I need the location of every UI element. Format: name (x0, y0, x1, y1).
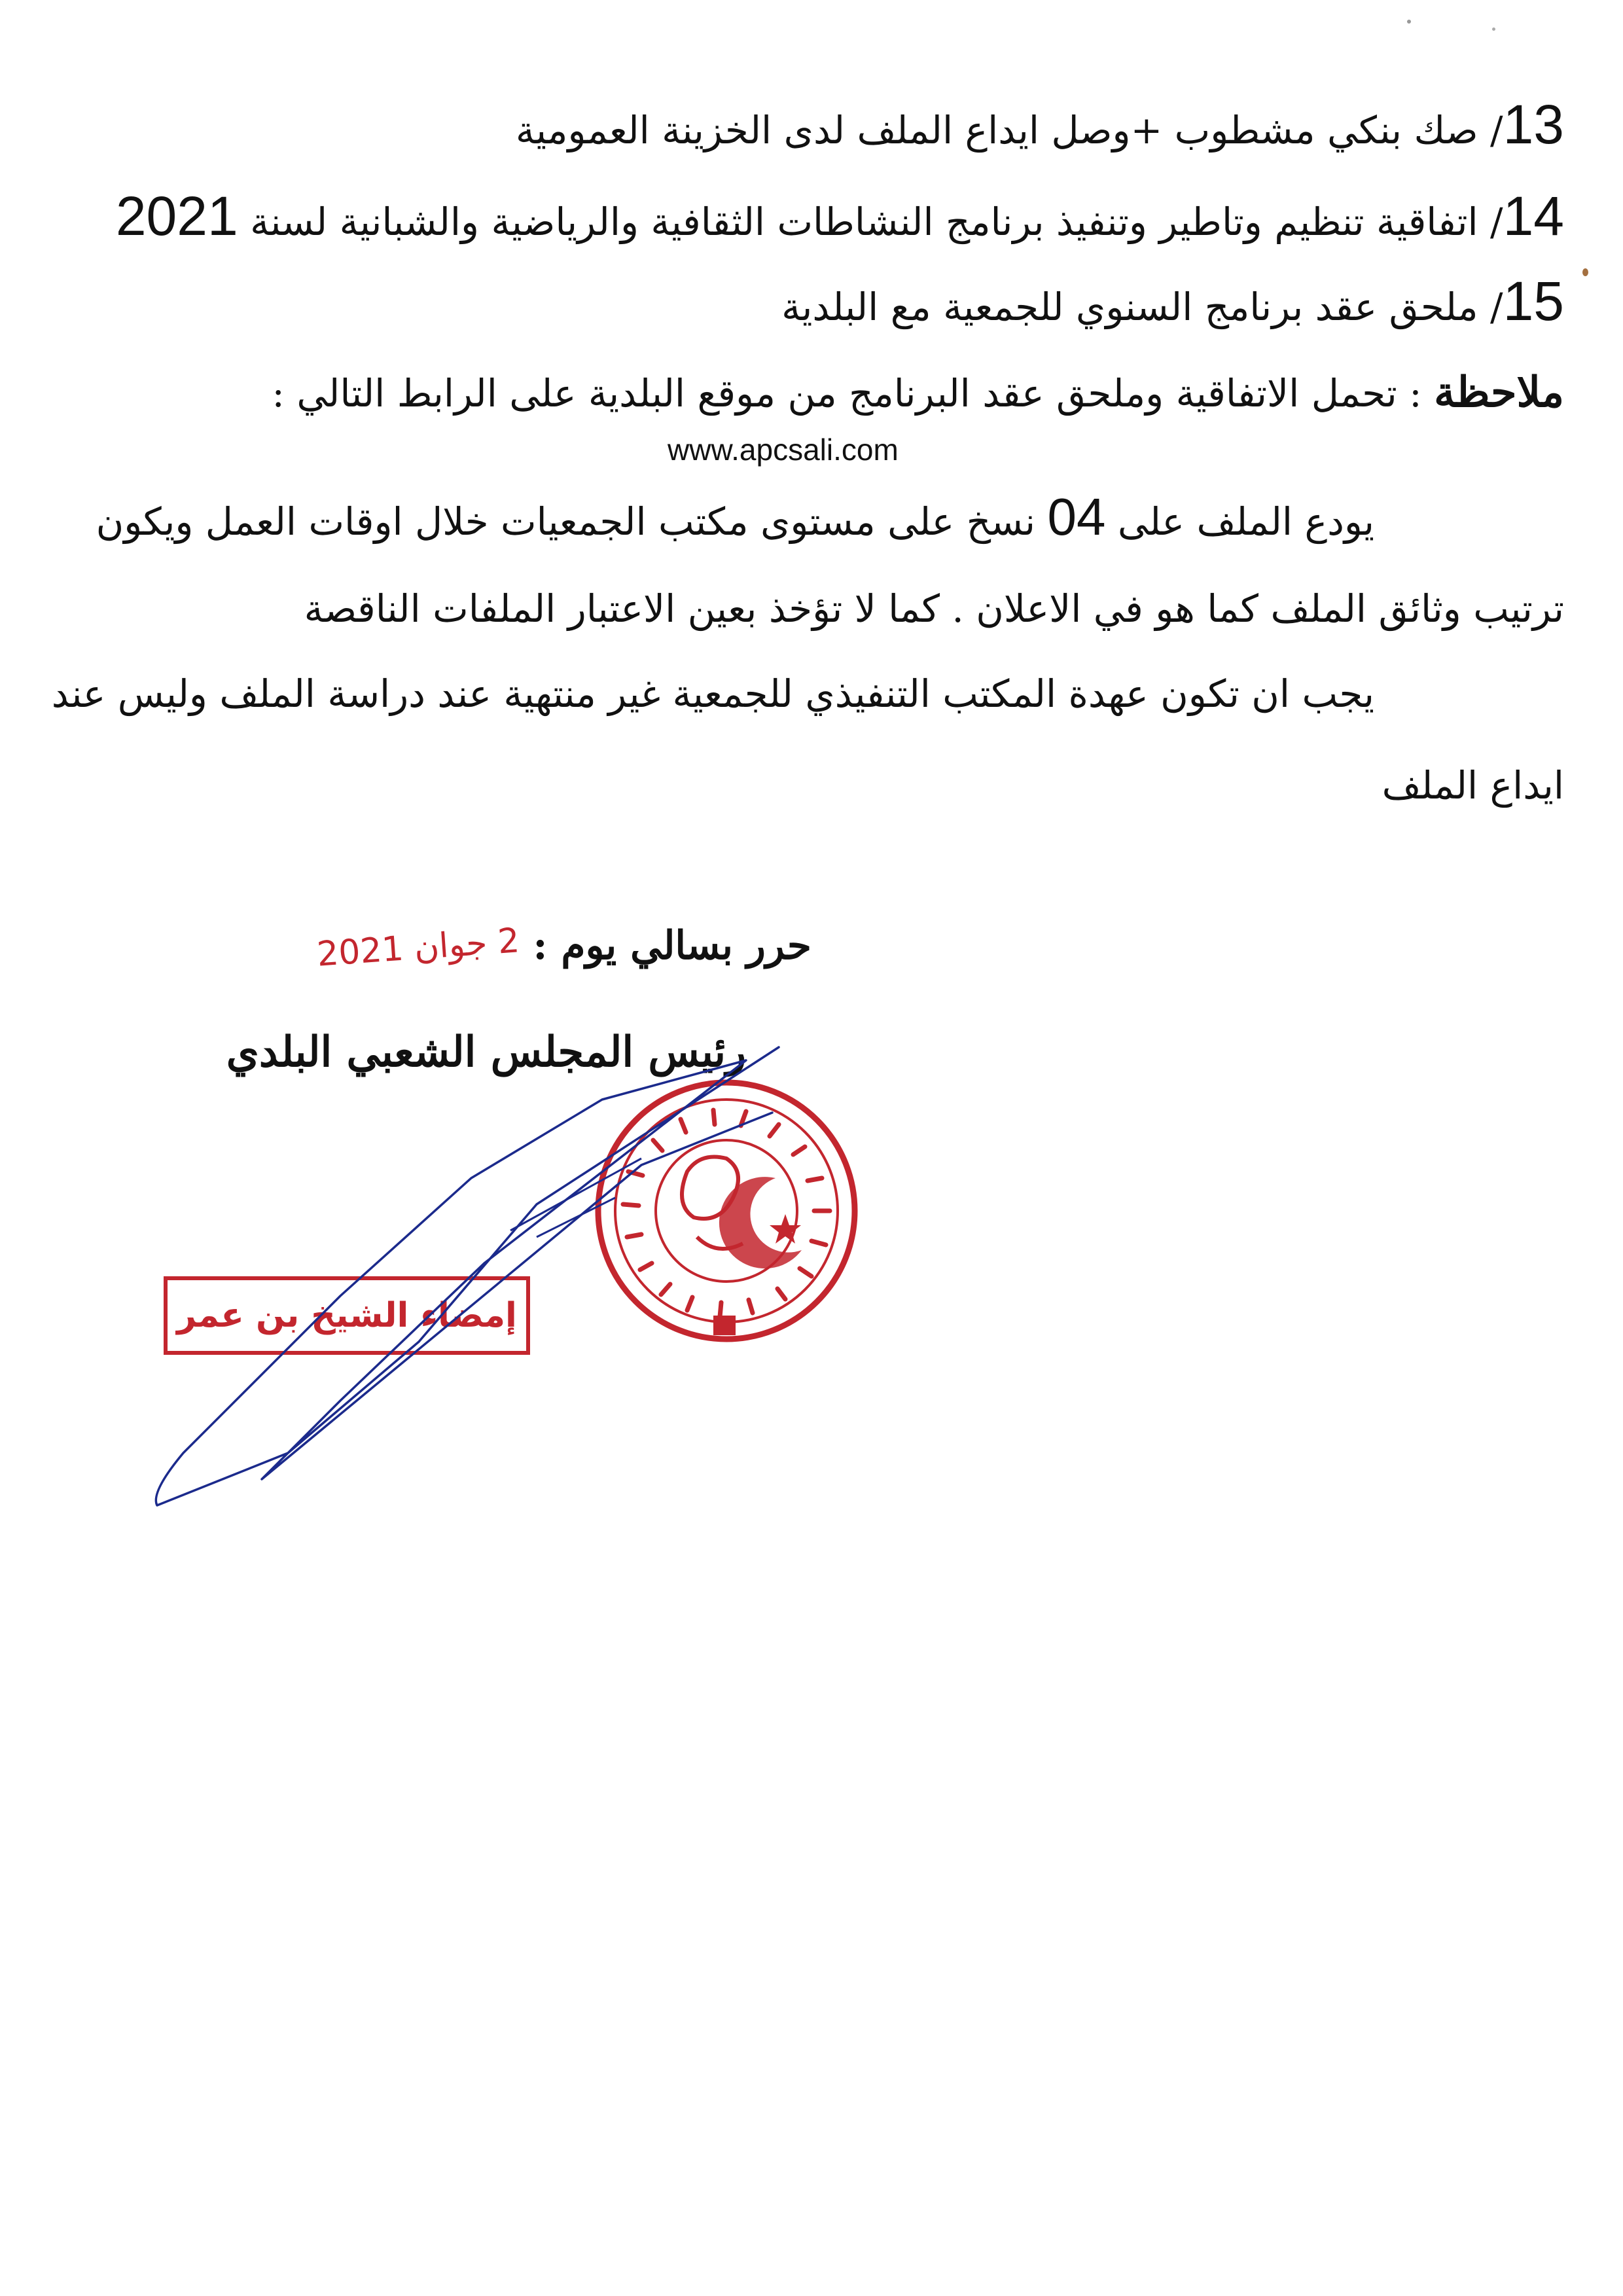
note-label: ملاحظة (1434, 368, 1564, 417)
written-at-line (315, 921, 812, 975)
item-slash: / (1478, 108, 1503, 152)
paragraph-line-1 (96, 488, 1374, 548)
item-number: 15 (1503, 270, 1564, 332)
date-stamp: 2 جوان 2021 (315, 921, 522, 975)
note-line (272, 367, 1564, 420)
paragraph-start: يودع الملف على (1117, 499, 1374, 544)
list-item-14 (115, 185, 1564, 248)
item-number: 13 (1503, 94, 1564, 155)
item-year: 2021 (115, 185, 238, 247)
paragraph-line-3: يجب ان تكون عهدة المكتب التنفيذي للجمعية غير منتهية عند دراسة الملف وليس عند (51, 672, 1374, 716)
paragraph-line-2: ترتيب وثائق الملف كما هو في الاعلان . كما لا تؤخذ بعين الاعتبار الملفات الناقصة (304, 586, 1564, 631)
list-item-15 (781, 270, 1564, 333)
president-title: رئيس المجلس الشعبي البلدي (226, 1028, 746, 1077)
paragraph-line-4: ايداع الملف (1382, 763, 1564, 808)
item-text: صك بنكي مشطوب +وصل ايداع الملف لدى الخزينة العمومية (515, 108, 1478, 152)
written-at-label: حرر بسالي يوم : (533, 923, 812, 969)
item-number: 14 (1503, 185, 1564, 247)
scan-speck (1492, 27, 1495, 31)
item-slash: / (1478, 285, 1503, 329)
list-item-13 (515, 94, 1564, 156)
item-text: ملحق عقد برنامج السنوي للجمعية مع البلدية (781, 285, 1478, 329)
scan-speck (1582, 268, 1588, 276)
signature-stamp: إمضاء الشيخ بن عمر (164, 1276, 530, 1355)
item-slash: / (1478, 200, 1503, 244)
paragraph-end: نسخ على مستوى مكتب الجمعيات خلال اوقات العمل ويكون (96, 499, 1036, 544)
scan-speck (1407, 20, 1411, 24)
copies-number: 04 (1047, 488, 1106, 546)
note-text: : تحمل الاتفاقية وملحق عقد البرنامج من موقع البلدية على الرابط التالي : (272, 371, 1422, 416)
item-text: اتفاقية تنظيم وتاطير وتنفيذ برنامج النشاطات الثقافية والرياضية والشبانية لسنة (250, 200, 1478, 244)
handwritten-signature-icon (144, 1034, 798, 1518)
note-url: www.apcsali.com (668, 433, 899, 467)
